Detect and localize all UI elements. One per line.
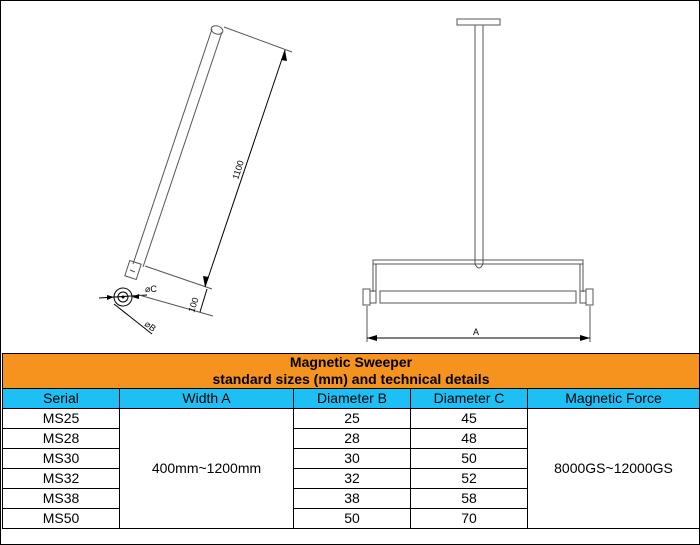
diameter-c-cell: 50 [411,449,528,469]
table-title [3,354,700,389]
diameter-b-cell: 50 [294,509,411,529]
end-cap-left [363,289,370,305]
table-title-row [3,354,700,389]
diameter-c-cell: 70 [411,509,528,529]
handle-tube-edge [133,29,212,264]
handle-tube-edge [143,32,222,267]
sweeper-frame [373,260,583,264]
diameter-c-label: ⌀C [145,284,157,294]
dimension-length-label: 1100 [230,159,246,181]
header-width-a: Width A [120,389,294,409]
table-header-row [3,389,700,409]
header-magnetic-force: Magnetic Force [528,389,700,409]
magnet-roller [380,291,576,303]
diameter-b-label: ⌀B [142,318,158,334]
table-title-line2: standard sizes (mm) and technical details [212,371,490,387]
diameter-c-cell: 58 [411,489,528,509]
table-title-line1: Magnetic Sweeper [289,354,413,370]
serial-cell: MS28 [3,429,120,449]
diameter-b-cell: 28 [294,429,411,449]
dimension-width-label: A [473,327,480,337]
front-view [363,19,593,342]
side-view [99,24,292,334]
diameter-b-cell: 30 [294,449,411,469]
serial-cell: MS30 [3,449,120,469]
technical-drawing [2,2,699,353]
width-a-cell: 400mm~1200mm [120,409,294,529]
diameter-c-cell: 48 [411,429,528,449]
diameter-b-cell: 38 [294,489,411,509]
diameter-c-cell: 52 [411,469,528,489]
serial-cell: MS25 [3,409,120,429]
serial-cell: MS38 [3,489,120,509]
diameter-c-cell: 45 [411,409,528,429]
serial-cell: MS50 [3,509,120,529]
t-grip [457,19,500,25]
magnetic-force-cell: 8000GS~12000GS [528,409,700,529]
spec-table [2,353,700,529]
header-diameter-b: Diameter B [294,389,411,409]
diameter-b-cell: 25 [294,409,411,429]
header-serial: Serial [3,389,120,409]
end-cap-right [586,289,593,305]
dimension-line-length [224,27,292,52]
diameter-b-cell: 32 [294,469,411,489]
table-row [3,409,700,429]
serial-cell: MS32 [3,469,120,489]
dimension-angle-section-label: 100 [186,296,201,314]
header-diameter-c: Diameter C [411,389,528,409]
